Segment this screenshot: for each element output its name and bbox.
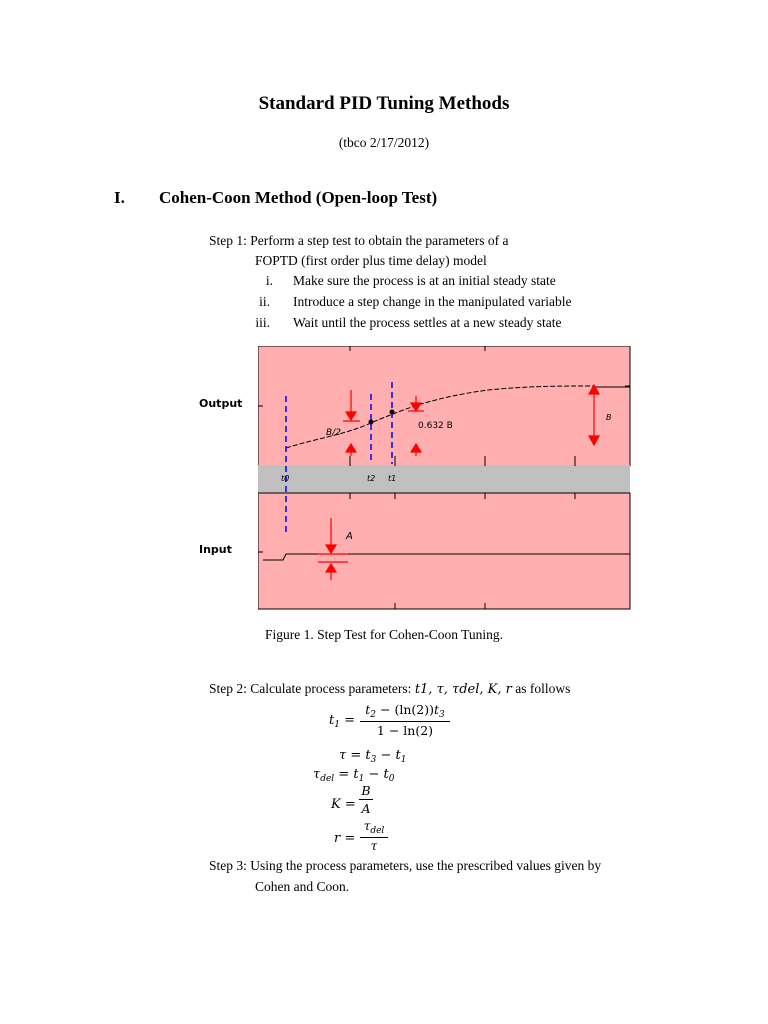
step1-item2-text: Introduce a step change in the manipulated variable [293, 294, 572, 309]
step1-line2: FOPTD (first order plus time delay) model [255, 253, 487, 268]
half-b-point [369, 420, 374, 425]
eq-t1-denominator: 1 − ln(2) [376, 723, 434, 738]
eq-k-numerator: B [361, 783, 371, 798]
eq-tau: $\tau = t_3 - t_1$ [339, 748, 407, 765]
eq-tau-del: $\tau_{del} = t_1 - t_0$ [313, 767, 395, 784]
output-panel [258, 346, 630, 466]
eq-t1-fraction [360, 702, 450, 738]
step2-suffix: as follows [515, 681, 571, 696]
eq-t1-lhs: $t_1$ = [329, 713, 355, 730]
fraction-bar [360, 837, 388, 838]
step1-item1-num: i. [265, 273, 273, 288]
step1-item3-text: Wait until the process settles at a new steady state [293, 315, 562, 330]
eq-r-lhs: r = [334, 831, 356, 846]
eq-r-fraction [360, 819, 388, 853]
eq-r-numerator: $\tau_{del}$ [363, 819, 385, 836]
t0-label: t0 [281, 474, 290, 483]
figure-caption: Figure 1. Step Test for Cohen-Coon Tuning. [264, 627, 504, 642]
step1-item2-num: ii. [259, 294, 270, 309]
step2-text: Step 2: Calculate process parameters: [209, 681, 412, 696]
fraction-bar [360, 721, 450, 722]
figure-output-label: Output [199, 397, 243, 410]
step1-item3-num: iii. [255, 315, 270, 330]
fraction-bar [359, 799, 373, 800]
step-test-figure [258, 346, 631, 610]
step2-params: t1, τ, τdel, K, r [414, 682, 512, 697]
step3-line2: Cohen and Coon. [255, 879, 350, 894]
step2-line [209, 681, 570, 697]
step1-line1: Step 1: Perform a step test to obtain the parameters of a [209, 233, 509, 248]
step3-line1: Step 3: Using the process parameters, use the prescribed values given by [209, 858, 602, 873]
half-b-label: B/2 [326, 428, 341, 438]
page-subtitle: (tbco 2/17/2012) [338, 135, 430, 150]
eq-k-fraction [359, 783, 373, 816]
eq-k-denominator: A [361, 801, 371, 816]
eq-r-denominator: τ [370, 839, 378, 853]
page-title: Standard PID Tuning Methods [258, 93, 510, 114]
eq-t1-numerator: $t_2 - (\ln(2))t_3$ [365, 702, 445, 720]
figure-input-label: Input [199, 543, 232, 556]
separator-band [258, 465, 630, 493]
t1-label: t1 [388, 474, 397, 483]
eq-k-lhs: K = [331, 797, 356, 812]
input-panel [258, 493, 630, 609]
b-label: B [606, 413, 612, 422]
step1-item1-text: Make sure the process is at an initial steady state [293, 273, 556, 288]
b632-label: 0.632 B [418, 421, 453, 431]
section-title: Cohen-Coon Method (Open-loop Test) [159, 188, 438, 207]
a-label: A [346, 531, 353, 542]
b632-point [390, 410, 395, 415]
t2-label: t2 [367, 474, 376, 483]
section-number: I. [114, 188, 125, 207]
